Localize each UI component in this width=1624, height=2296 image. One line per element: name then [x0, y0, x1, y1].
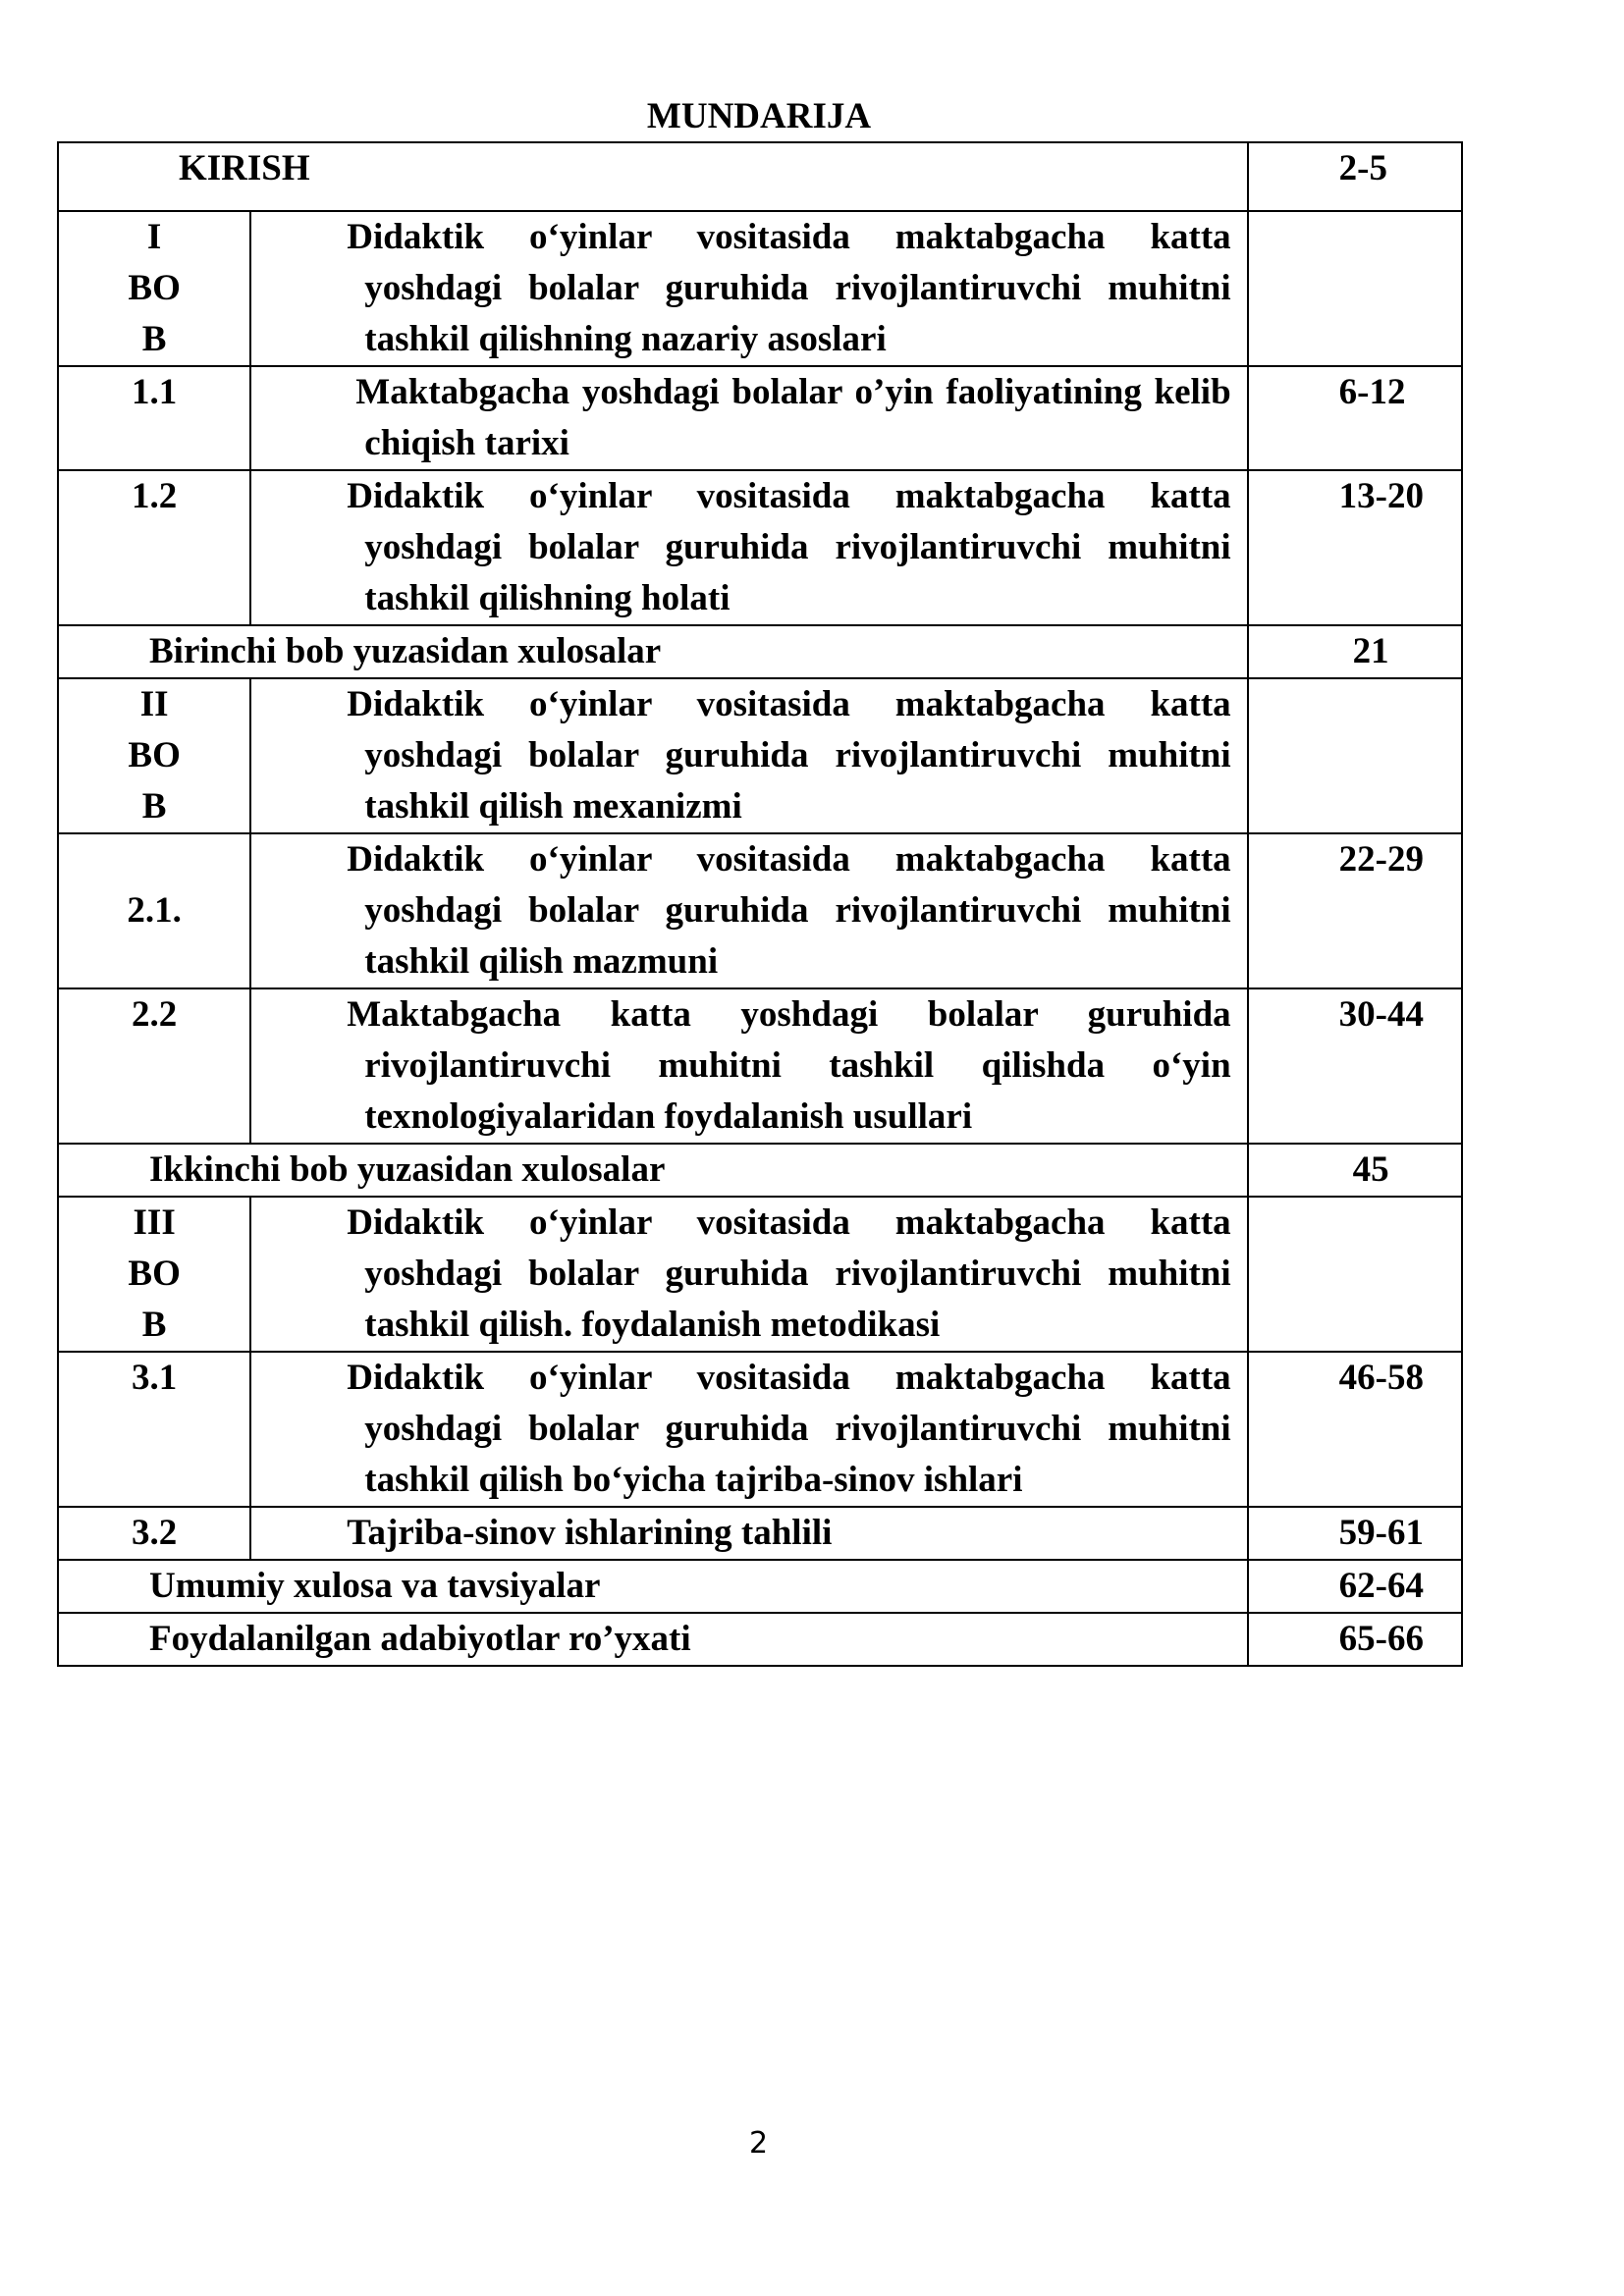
table-of-contents	[57, 141, 1463, 1667]
chapter-2-pages	[1248, 678, 1462, 833]
toc-intro-pages: 2-5	[1248, 142, 1462, 211]
chapter-2-conclusion-title[interactable]: Ikkinchi bob yuzasidan xulosalar	[58, 1144, 1248, 1197]
section-2-2-number: 2.2	[58, 988, 250, 1144]
chapter-1-title[interactable]: Didaktik o‘yinlar vositasida maktabgacha katta yoshdagi bolalar guruhida rivojlantiruvchi muhitni tashkil qilishning nazariy asoslari	[250, 211, 1247, 366]
chapter-3-number	[58, 1197, 250, 1352]
chapter-1-number	[58, 211, 250, 366]
toc-row-general-conclusion	[58, 1560, 1462, 1613]
section-3-1-title[interactable]: Didaktik o‘yinlar vositasida maktabgacha katta yoshdagi bolalar guruhida rivojlantiruvchi muhitni tashkil qilish bo‘yicha tajriba-sinov ishlari	[250, 1352, 1247, 1507]
toc-row-section-1-2	[58, 470, 1462, 625]
chapter-2-conclusion-pages: 45	[1248, 1144, 1462, 1197]
chapter-3-number-line: BO	[128, 1254, 181, 1294]
chapter-1-pages	[1248, 211, 1462, 366]
references-title[interactable]: Foydalanilgan adabiyotlar ro’yxati	[58, 1613, 1248, 1666]
section-1-1-pages: 6-12	[1248, 366, 1462, 470]
section-3-2-number: 3.2	[58, 1507, 250, 1560]
page-number: 2	[748, 2126, 769, 2161]
chapter-1-number-line: B	[141, 319, 167, 359]
toc-row-section-2-2	[58, 988, 1462, 1144]
toc-row-section-2-1	[58, 833, 1462, 988]
chapter-3-title[interactable]: Didaktik o‘yinlar vositasida maktabgacha katta yoshdagi bolalar guruhida rivojlantiruvchi muhitni tashkil qilish. foydalanish metodikasi	[250, 1197, 1247, 1352]
toc-row-references	[58, 1613, 1462, 1666]
general-conclusion-title[interactable]: Umumiy xulosa va tavsiyalar	[58, 1560, 1248, 1613]
section-2-1-pages: 22-29	[1248, 833, 1462, 988]
section-1-1-title[interactable]: Maktabgacha yoshdagi bolalar o’yin faoliyatining kelib chiqish tarixi	[250, 366, 1247, 470]
toc-row-chapter-3	[58, 1197, 1462, 1352]
section-1-2-number: 1.2	[58, 470, 250, 625]
section-3-2-pages: 59-61	[1248, 1507, 1462, 1560]
chapter-3-number-line: B	[141, 1305, 167, 1345]
chapter-1-conclusion-title[interactable]: Birinchi bob yuzasidan xulosalar	[58, 625, 1248, 678]
section-2-1-title[interactable]: Didaktik o‘yinlar vositasida maktabgacha katta yoshdagi bolalar guruhida rivojlantiruvchi muhitni tashkil qilish mazmuni	[250, 833, 1247, 988]
general-conclusion-pages: 62-64	[1248, 1560, 1462, 1613]
references-pages: 65-66	[1248, 1613, 1462, 1666]
section-3-1-number: 3.1	[58, 1352, 250, 1507]
toc-row-chapter-2	[58, 678, 1462, 833]
toc-row-chapter-2-conclusion	[58, 1144, 1462, 1197]
toc-row-section-3-1	[58, 1352, 1462, 1507]
chapter-2-number	[58, 678, 250, 833]
section-3-2-title[interactable]: Tajriba-sinov ishlarining tahlili	[250, 1507, 1247, 1560]
toc-row-chapter-1-conclusion	[58, 625, 1462, 678]
toc-row-intro	[58, 142, 1462, 211]
section-2-1-number: 2.1.	[58, 833, 250, 988]
toc-row-section-3-2	[58, 1507, 1462, 1560]
chapter-1-conclusion-pages: 21	[1248, 625, 1462, 678]
chapter-2-number-line: BO	[128, 735, 181, 775]
section-2-2-title[interactable]: Maktabgacha katta yoshdagi bolalar guruhida rivojlantiruvchi muhitni tashkil qilishda o‘yin texnologiyalaridan foydalanish usullari	[250, 988, 1247, 1144]
toc-row-section-1-1	[58, 366, 1462, 470]
section-2-2-pages: 30-44	[1248, 988, 1462, 1144]
section-3-1-pages: 46-58	[1248, 1352, 1462, 1507]
section-1-1-number: 1.1	[58, 366, 250, 470]
chapter-1-number-line: BO	[128, 268, 181, 308]
chapter-2-title[interactable]: Didaktik o‘yinlar vositasida maktabgacha katta yoshdagi bolalar guruhida rivojlantiruvchi muhitni tashkil qilish mexanizmi	[250, 678, 1247, 833]
chapter-3-pages	[1248, 1197, 1462, 1352]
chapter-1-number-line: I	[146, 217, 162, 257]
chapter-2-number-line: II	[139, 684, 169, 724]
section-1-2-title[interactable]: Didaktik o‘yinlar vositasida maktabgacha katta yoshdagi bolalar guruhida rivojlantiruvchi muhitni tashkil qilishning holati	[250, 470, 1247, 625]
section-1-2-pages: 13-20	[1248, 470, 1462, 625]
chapter-2-number-line: B	[141, 786, 167, 827]
toc-row-chapter-1	[58, 211, 1462, 366]
toc-intro-title[interactable]: KIRISH	[58, 142, 1248, 211]
chapter-3-number-line: III	[133, 1202, 176, 1243]
toc-heading: MUNDARIJA	[646, 96, 872, 136]
